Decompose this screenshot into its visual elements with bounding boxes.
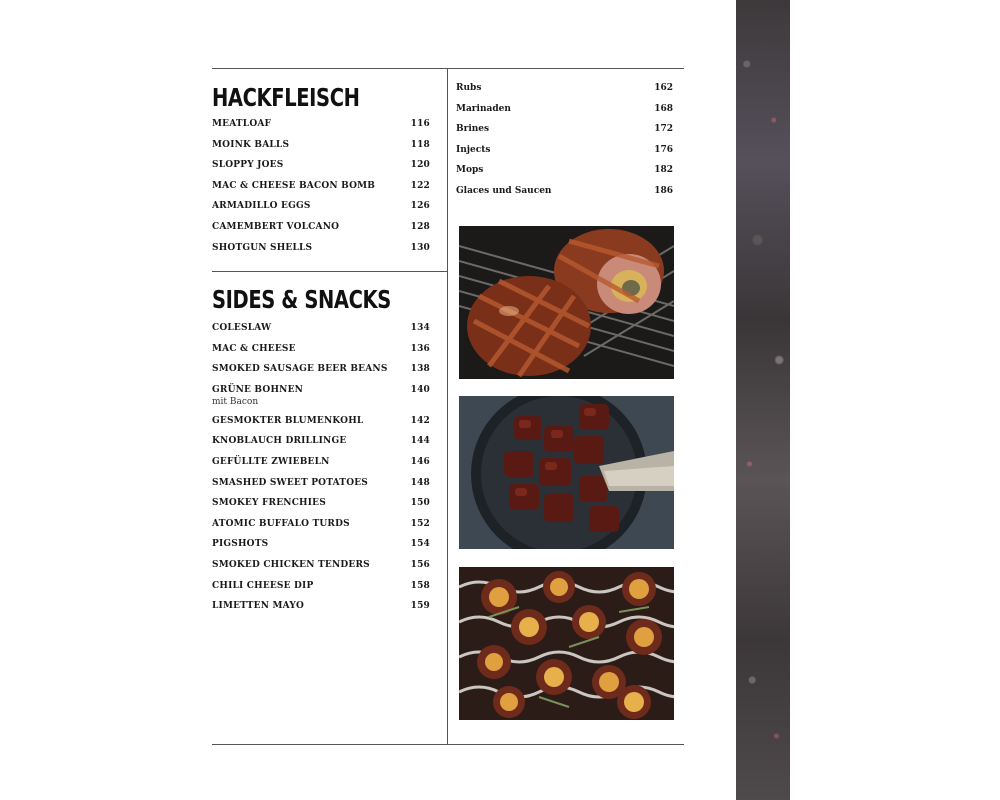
toc-entry-title: SMASHED SWEET POTATOES <box>212 477 369 488</box>
toc-entry-page-number: 138 <box>410 364 430 375</box>
toc-entry-label-wrap <box>212 221 339 234</box>
toc-entry <box>456 185 673 198</box>
toc-entry-label-wrap <box>212 322 271 335</box>
toc-sides-snacks <box>212 322 430 621</box>
toc-entry <box>212 139 430 152</box>
toc-entry-title: GRÜNE BOHNEN <box>212 384 304 395</box>
toc-entry <box>212 518 430 531</box>
toc-entry-page-number: 158 <box>410 580 430 591</box>
toc-entry-page-number: 116 <box>410 119 430 129</box>
toc-entry-title: MAC & CHEESE <box>212 343 296 354</box>
toc-entry-page-number: 150 <box>410 498 430 509</box>
toc-entry-title: SMOKEY FRENCHIES <box>212 498 326 509</box>
toc-entry-label-wrap <box>212 600 304 613</box>
photo-burnt-ends-pan <box>459 396 674 549</box>
toc-entry-title: Glaces und Saucen <box>456 185 552 196</box>
toc-entry-label-wrap <box>212 456 330 469</box>
toc-entry-page-number: 172 <box>654 124 673 135</box>
toc-entry-title: GEFÜLLTE ZWIEBELN <box>212 456 330 467</box>
top-rule <box>212 68 684 69</box>
toc-entry <box>212 118 430 131</box>
toc-entry-title: SMOKED SAUSAGE BEER BEANS <box>212 364 388 375</box>
stone-texture-edge <box>736 0 790 800</box>
toc-entry-page-number: 182 <box>654 165 673 176</box>
toc-entry-title: LIMETTEN MAYO <box>212 601 305 612</box>
bottom-rule <box>212 744 684 745</box>
toc-entry-page-number: 140 <box>410 384 430 395</box>
toc-entry <box>456 123 673 136</box>
toc-entry-title: PIGSHOTS <box>212 539 269 550</box>
toc-entry-title: ATOMIC BUFFALO TURDS <box>212 518 350 529</box>
toc-entry-title: MOINK BALLS <box>212 139 290 150</box>
toc-entry <box>456 144 673 157</box>
toc-hackfleisch <box>212 118 430 262</box>
toc-entry-page-number: 168 <box>654 103 673 114</box>
toc-entry-title: Brines <box>456 124 490 135</box>
toc-entry-label-wrap <box>212 159 283 172</box>
toc-entry <box>212 559 430 572</box>
toc-entry-page-number: 122 <box>410 180 430 191</box>
toc-entry-page-number: 136 <box>410 343 430 354</box>
toc-entry-label-wrap <box>212 559 370 572</box>
toc-entry-title: CAMEMBERT VOLCANO <box>212 221 340 232</box>
toc-entry <box>212 415 430 428</box>
toc-entry-page-number: 126 <box>410 201 430 212</box>
toc-rubs <box>456 82 673 206</box>
toc-entry <box>456 103 673 116</box>
toc-entry-page-number: 152 <box>410 518 430 529</box>
toc-entry-page-number: 134 <box>410 323 430 333</box>
toc-entry-title: Mops <box>456 165 484 176</box>
toc-entry <box>212 538 430 551</box>
toc-entry-label-wrap <box>212 538 268 551</box>
toc-entry-label-wrap <box>212 180 375 193</box>
section-divider <box>212 271 448 272</box>
toc-entry-page-number: 142 <box>410 415 430 426</box>
toc-entry-page-number: 146 <box>410 456 430 467</box>
toc-entry-page-number: 162 <box>654 83 673 93</box>
toc-entry <box>212 180 430 193</box>
toc-entry-label-wrap <box>212 580 313 593</box>
toc-entry-page-number: 186 <box>654 185 673 196</box>
toc-entry-label-wrap <box>212 363 388 376</box>
toc-entry <box>212 200 430 213</box>
toc-entry <box>456 164 673 177</box>
toc-entry <box>212 343 430 356</box>
toc-entry-title: Marinaden <box>456 103 511 114</box>
toc-entry-label-wrap <box>212 242 312 255</box>
toc-entry-title: Injects <box>456 144 491 155</box>
toc-entry-page-number: 156 <box>410 559 430 570</box>
toc-entry-title: MAC & CHEESE BACON BOMB <box>212 180 376 191</box>
toc-entry-subtitle: mit Bacon <box>212 396 259 407</box>
toc-entry-page-number: 120 <box>410 160 430 171</box>
toc-entry <box>212 600 430 613</box>
toc-entry <box>212 322 430 335</box>
toc-entry-title: SHOTGUN SHELLS <box>212 242 313 253</box>
toc-entry <box>212 242 430 255</box>
toc-entry <box>212 456 430 469</box>
toc-entry-title: MEATLOAF <box>212 119 272 129</box>
photo-bacon-meatloaf <box>459 226 674 379</box>
toc-entry-label-wrap <box>212 415 363 428</box>
toc-entry <box>212 435 430 448</box>
toc-entry-title: COLESLAW <box>212 323 272 333</box>
toc-entry-page-number: 130 <box>410 242 430 253</box>
toc-entry <box>212 384 430 408</box>
toc-entry-page-number: 148 <box>410 477 430 488</box>
toc-entry-label-wrap <box>212 118 271 131</box>
toc-entry-label-wrap <box>212 200 311 213</box>
toc-entry-page-number: 159 <box>410 601 430 612</box>
toc-entry <box>212 363 430 376</box>
toc-entry <box>212 477 430 490</box>
toc-entry-title: ARMADILLO EGGS <box>212 201 311 212</box>
toc-entry-label-wrap <box>212 497 326 510</box>
toc-entry-title: KNOBLAUCH DRILLINGE <box>212 436 347 447</box>
toc-entry-label-wrap <box>212 343 296 356</box>
toc-entry <box>212 221 430 234</box>
toc-entry-title: GESMOKTER BLUMENKOHL <box>212 415 364 426</box>
toc-entry <box>456 82 673 95</box>
toc-entry-page-number: 154 <box>410 539 430 550</box>
toc-entry <box>212 497 430 510</box>
toc-entry-label-wrap <box>212 518 350 531</box>
section-title-hackfleisch: HACKFLEISCH <box>212 83 360 112</box>
toc-entry-page-number: 128 <box>410 221 430 232</box>
photo-stuffed-onions <box>459 567 674 720</box>
toc-entry-label-wrap <box>212 477 368 490</box>
toc-entry-title: Rubs <box>456 83 482 93</box>
toc-entry-title: SMOKED CHICKEN TENDERS <box>212 559 370 570</box>
toc-entry-title: CHILI CHEESE DIP <box>212 580 314 591</box>
toc-entry <box>212 159 430 172</box>
toc-entry-label-wrap <box>212 139 289 152</box>
section-title-sides-snacks: SIDES & SNACKS <box>212 285 391 314</box>
toc-entry-label-wrap <box>212 435 346 448</box>
toc-entry-page-number: 118 <box>410 139 430 150</box>
toc-entry-page-number: 144 <box>410 436 430 447</box>
toc-entry <box>212 580 430 593</box>
toc-entry-page-number: 176 <box>654 144 673 155</box>
column-divider <box>447 68 448 745</box>
toc-entry-label-wrap <box>212 384 303 408</box>
toc-entry-title: SLOPPY JOES <box>212 160 284 171</box>
